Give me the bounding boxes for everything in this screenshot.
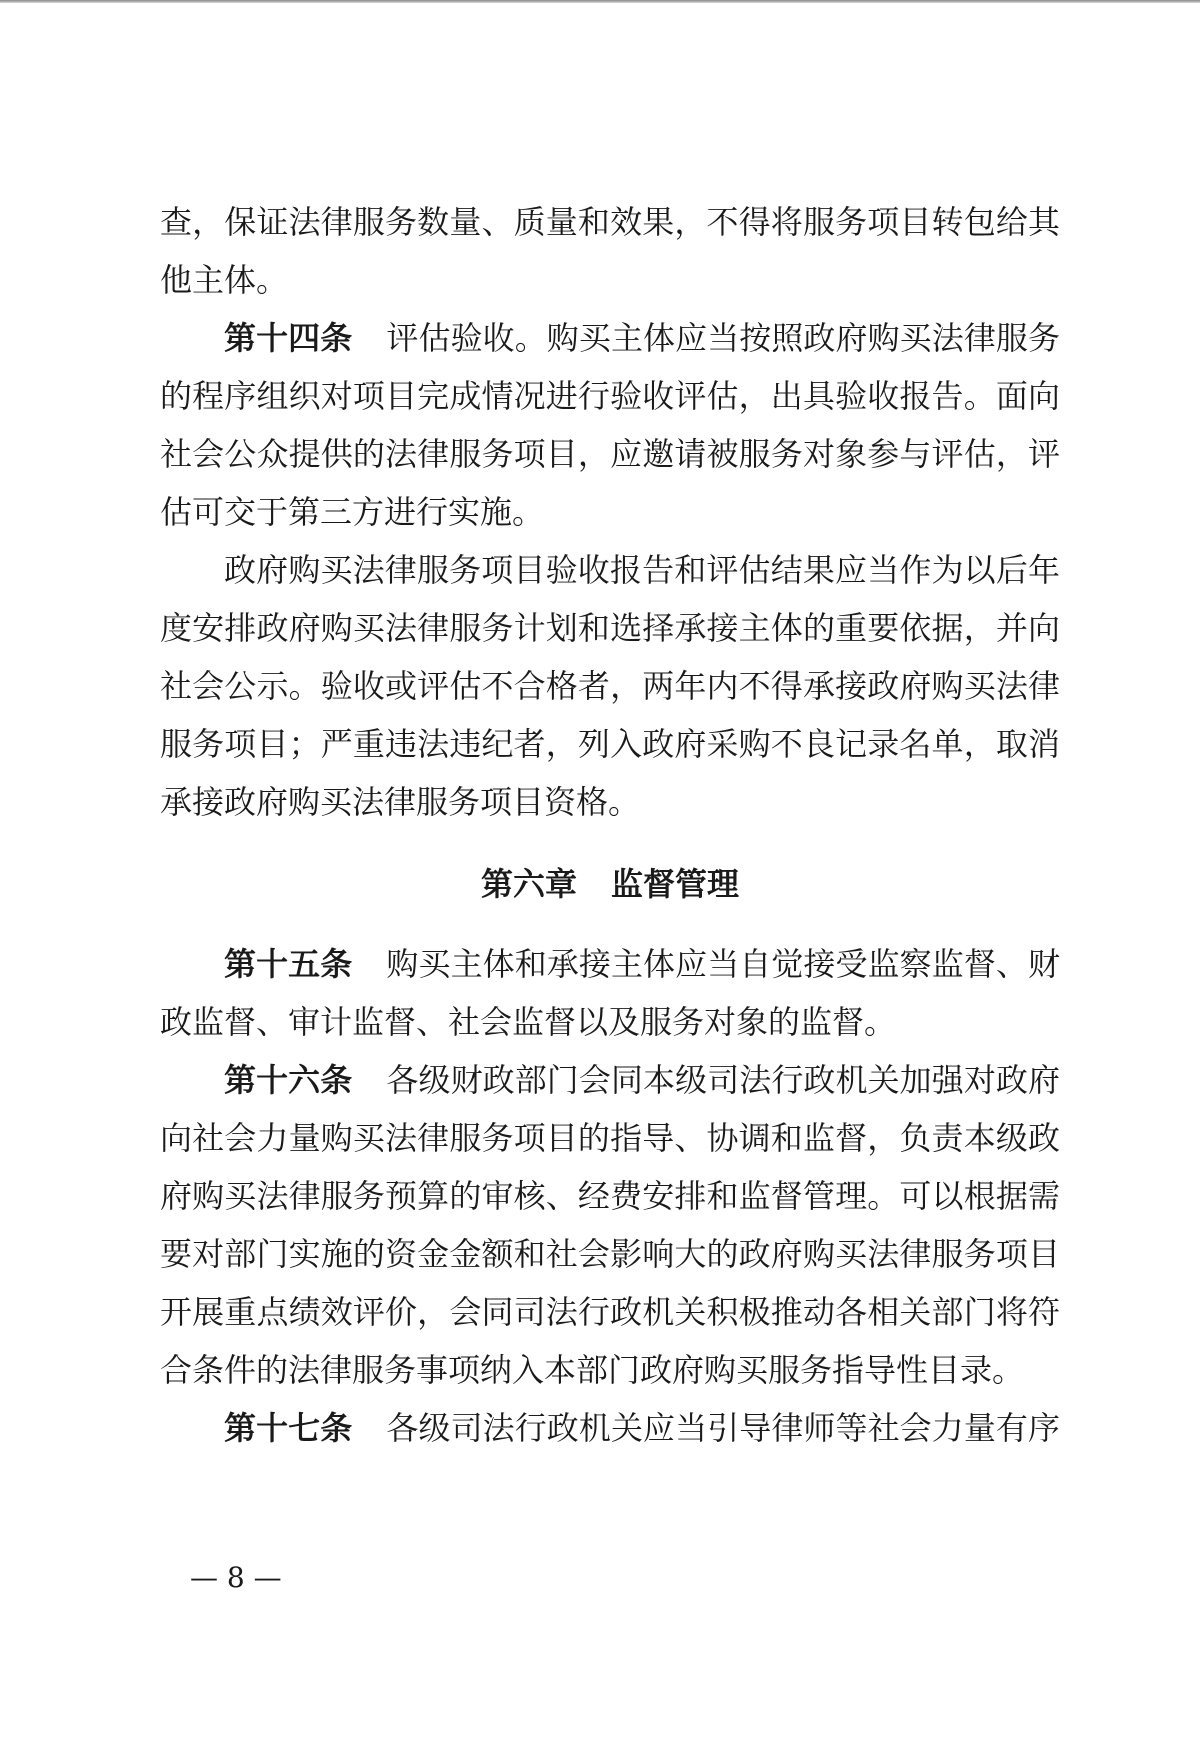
text-line: 查，保证法律服务数量、质量和效果，不得将服务项目转包给其 <box>160 203 1060 241</box>
article-15-first-line <box>160 942 1060 986</box>
article-16-first-line <box>160 1058 1060 1102</box>
article-16-heading: 第十六条 <box>224 1061 353 1099</box>
scan-top-edge <box>0 0 1200 3</box>
page-number: — 8 — <box>190 1561 282 1594</box>
text-line: 社会公众提供的法律服务项目，应邀请被服务对象参与评估，评 <box>160 435 1060 473</box>
article-14-first-line <box>160 316 1060 360</box>
text-line: 政府购买法律服务项目验收报告和评估结果应当作为以后年 <box>224 551 1060 589</box>
text-line: 服务项目；严重违法违纪者，列入政府采购不良记录名单，取消 <box>160 725 1060 763</box>
text-line: 社会公示。验收或评估不合格者，两年内不得承接政府购买法律 <box>160 667 1060 705</box>
text-line: 向社会力量购买法律服务项目的指导、协调和监督，负责本级政 <box>160 1119 1060 1157</box>
text-line: 承接政府购买法律服务项目资格。 <box>160 783 641 821</box>
chapter-number: 第六章 <box>480 865 577 903</box>
text-line: 要对部门实施的资金金额和社会影响大的政府购买法律服务项目 <box>160 1235 1060 1273</box>
article-15-text: 购买主体和承接主体应当自觉接受监察监督、财 <box>386 945 1060 983</box>
article-14-heading: 第十四条 <box>224 319 353 357</box>
text-line: 开展重点绩效评价，会同司法行政机关积极推动各相关部门将符 <box>160 1293 1060 1331</box>
article-16-text: 各级财政部门会同本级司法行政机关加强对政府 <box>386 1061 1060 1099</box>
chapter-title: 监督管理 <box>611 865 740 903</box>
text-line: 合条件的法律服务事项纳入本部门政府购买服务指导性目录。 <box>160 1351 1025 1389</box>
article-17-heading: 第十七条 <box>224 1409 353 1447</box>
text-line: 估可交于第三方进行实施。 <box>160 493 545 531</box>
text-line: 他主体。 <box>160 261 289 299</box>
text-line: 度安排政府购买法律服务计划和选择承接主体的重要依据，并向 <box>160 609 1060 647</box>
text-line: 的程序组织对项目完成情况进行验收评估，出具验收报告。面向 <box>160 377 1060 415</box>
chapter-heading <box>160 862 1060 906</box>
article-14-text: 评估验收。购买主体应当按照政府购买法律服务 <box>386 319 1060 357</box>
article-17-first-line <box>160 1406 1060 1450</box>
text-line: 政监督、审计监督、社会监督以及服务对象的监督。 <box>160 1003 897 1041</box>
article-17-text: 各级司法行政机关应当引导律师等社会力量有序 <box>386 1409 1060 1447</box>
text-line: 府购买法律服务预算的审核、经费安排和监督管理。可以根据需 <box>160 1177 1060 1215</box>
article-15-heading: 第十五条 <box>224 945 353 983</box>
